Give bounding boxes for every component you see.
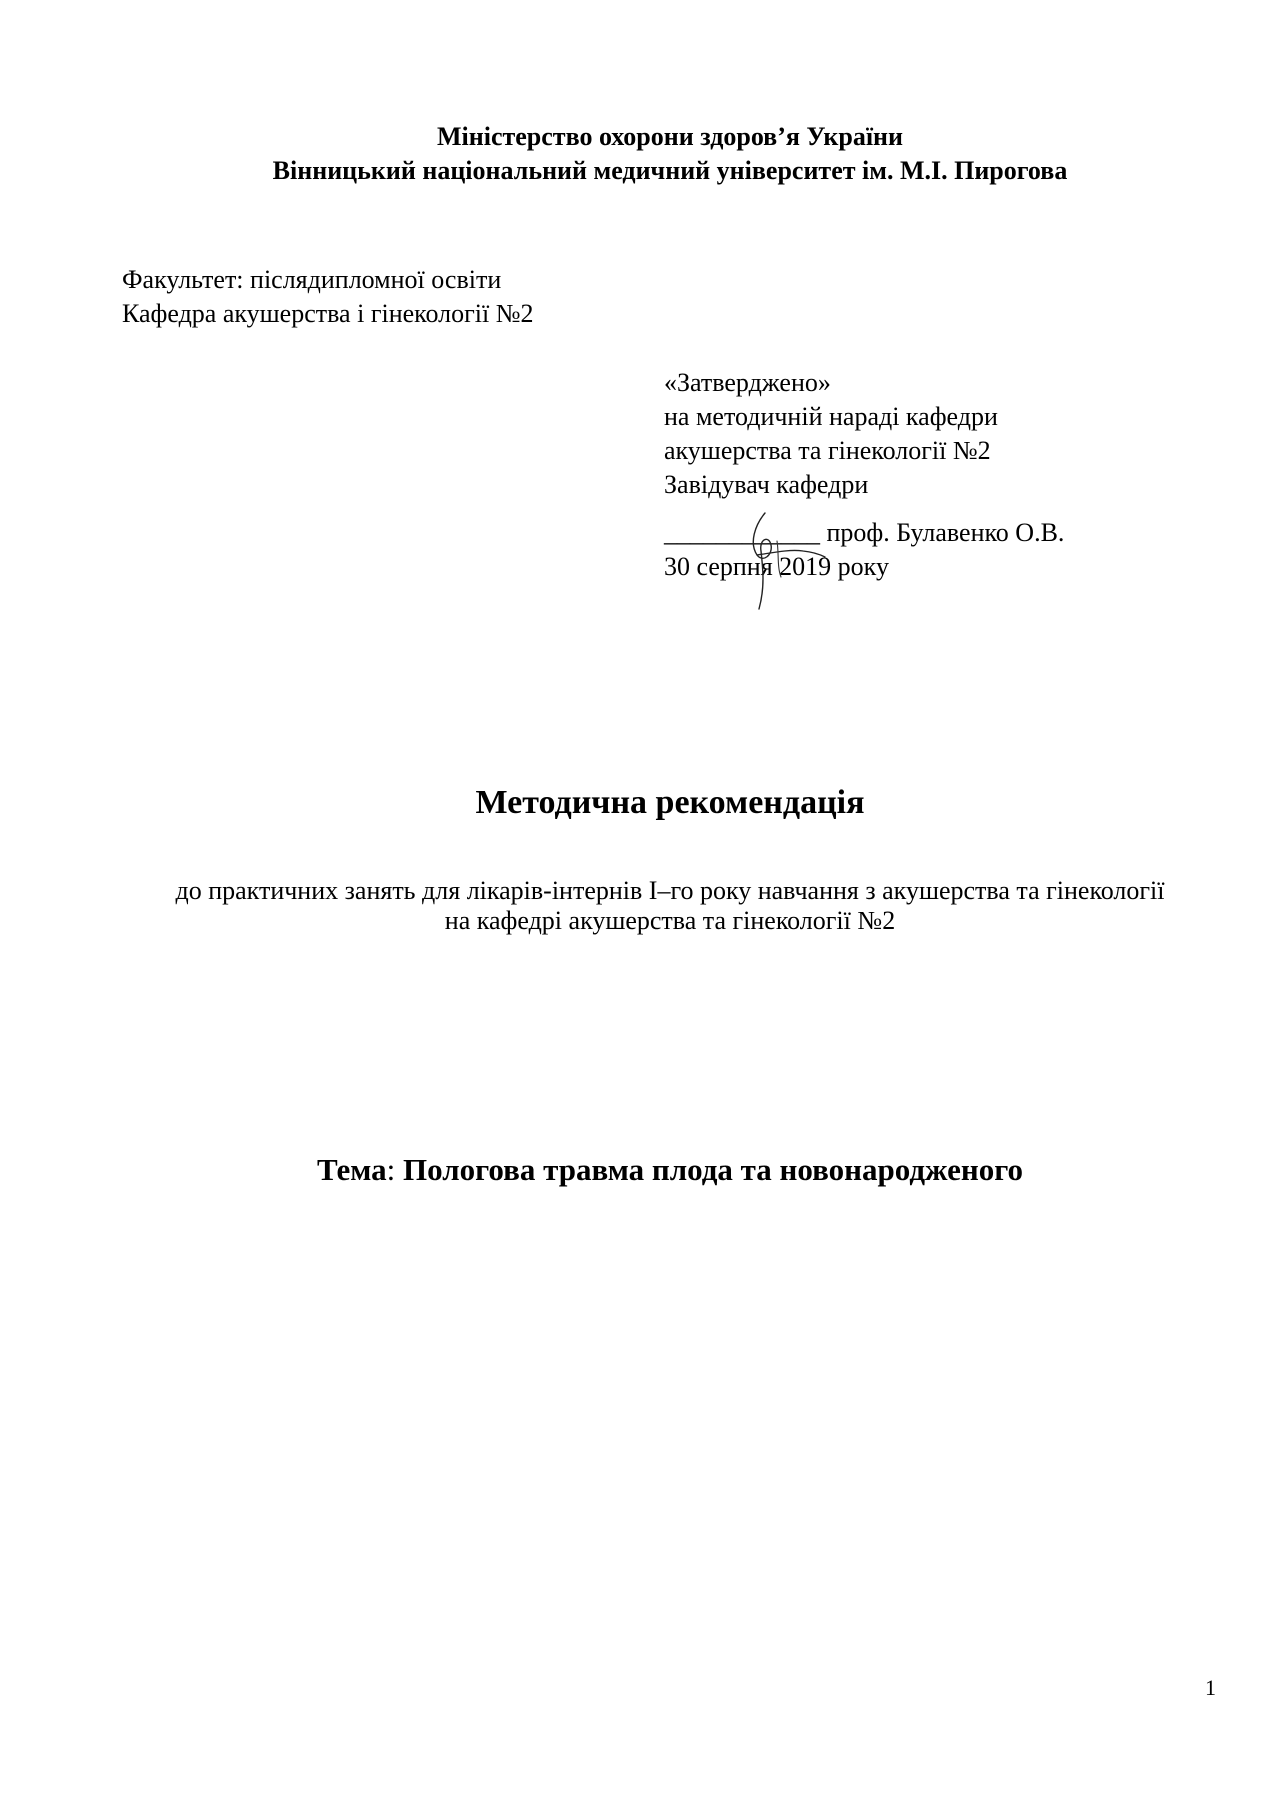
topic-heading xyxy=(0,1150,1280,1190)
faculty-line: Факультет: післядипломної освіти xyxy=(122,265,502,294)
approval-heading: «Затверджено» xyxy=(664,368,831,397)
department-line: Кафедра акушерства і гінекології №2 xyxy=(122,299,534,328)
document-header xyxy=(0,120,1280,188)
topic-colon: : xyxy=(386,1152,396,1187)
approval-block xyxy=(664,366,1064,584)
subtitle-line-2: на кафедрі акушерства та гінекології №2 xyxy=(444,906,896,935)
approval-date: 30 серпня 2019 року xyxy=(664,552,889,581)
approval-line-1: на методичній нараді кафедри xyxy=(664,402,998,431)
document-subtitle xyxy=(160,876,1180,936)
subtitle-line-1: до практичних занять для лікарів-інтернів I–го року навчання з акушерства та гінекології xyxy=(175,876,1165,905)
university-name: Вінницький національний медичний університет ім. М.І. Пирогова xyxy=(272,156,1068,185)
signature-line: ____________ проф. Булавенко О.В. xyxy=(664,518,1065,547)
ministry-name: Міністерство охорони здоров’я України xyxy=(436,122,904,151)
topic-label: Тема xyxy=(316,1152,387,1187)
page-number: 1 xyxy=(1205,1675,1216,1700)
approval-line-2: акушерства та гінекології №2 xyxy=(664,436,991,465)
organization-info xyxy=(122,263,534,331)
handwritten-signature xyxy=(737,505,827,615)
approval-line-3: Завідувач кафедри xyxy=(664,470,869,499)
document-title: Методична рекомендація xyxy=(475,784,865,821)
topic-text: Пологова травма плода та новонародженого xyxy=(403,1152,1024,1187)
